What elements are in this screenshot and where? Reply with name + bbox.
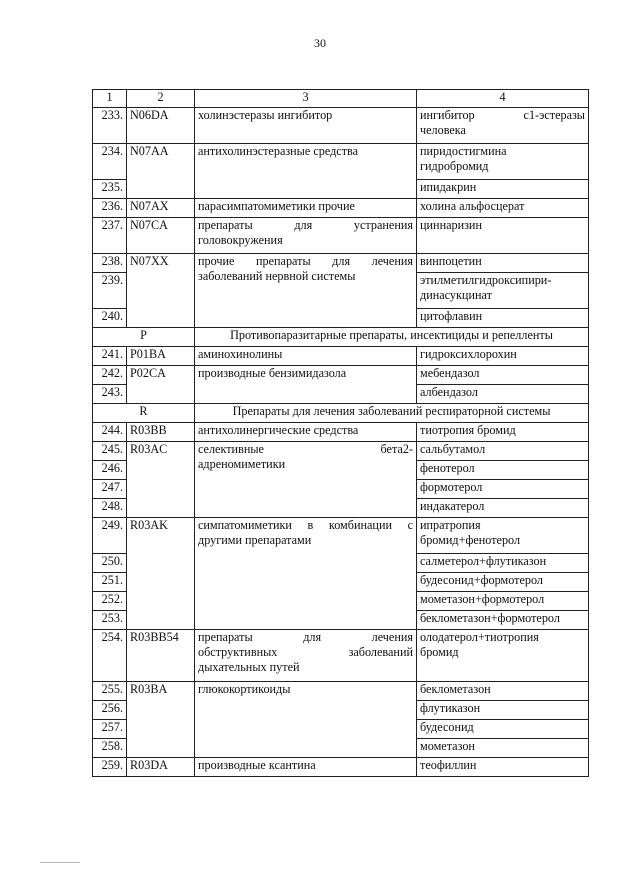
- row-number: 233.: [93, 108, 127, 144]
- drug-name: беклометазон: [417, 682, 589, 701]
- table-row: [93, 518, 589, 554]
- drug-name: теофиллин: [417, 758, 589, 777]
- section-row-p: [93, 328, 589, 347]
- drug-name: будесонид: [417, 720, 589, 739]
- atc-code: N06DA: [127, 108, 195, 144]
- drug-table: [92, 89, 589, 777]
- table-row: [93, 218, 589, 254]
- table-row: [93, 108, 589, 144]
- pharm-group: производные ксантина: [195, 758, 417, 777]
- drug-name: гидроксихлорохин: [417, 347, 589, 366]
- atc-code: N07CA: [127, 218, 195, 254]
- drug-name: [417, 108, 589, 144]
- drug-name: тиотропия бромид: [417, 423, 589, 442]
- atc-code: R03AK: [127, 518, 195, 630]
- row-number: 254.: [93, 630, 127, 682]
- pharm-group: [195, 442, 417, 518]
- page-number: 30: [314, 36, 326, 50]
- drug-name: ипидакрин: [417, 180, 589, 199]
- row-number: 234.: [93, 144, 127, 180]
- table-row: [93, 347, 589, 366]
- drug-name: будесонид+формотерол: [417, 573, 589, 592]
- drug-name: албендазол: [417, 385, 589, 404]
- drug-name: циннаризин: [417, 218, 589, 254]
- row-number: 258.: [93, 739, 127, 758]
- table-row: [93, 366, 589, 385]
- row-number: 238.: [93, 254, 127, 273]
- drug-name: мометазон: [417, 739, 589, 758]
- pharm-group-line: препараты для устранения: [198, 218, 413, 232]
- drug-name: мометазон+формотерол: [417, 592, 589, 611]
- header-col-3: 3: [195, 90, 417, 108]
- row-number: 257.: [93, 720, 127, 739]
- pharm-group-line: симпатомиметики в комбинации с: [198, 518, 413, 532]
- drug-name-line: ипратропия: [420, 518, 481, 532]
- pharm-group-line: адреномиметики: [198, 457, 286, 471]
- row-number: 245.: [93, 442, 127, 461]
- drug-name: цитофлавин: [417, 309, 589, 328]
- pharm-group-line: другими препаратами: [198, 533, 312, 547]
- drug-name: мебендазол: [417, 366, 589, 385]
- pharm-group: антихолинэстеразные средства: [195, 144, 417, 199]
- row-number: 244.: [93, 423, 127, 442]
- drug-name-line: ингибитор с1-эстеразы: [420, 108, 585, 122]
- drug-name-line: бромид: [420, 645, 459, 659]
- header-row: [93, 90, 589, 108]
- row-number: 239.: [93, 273, 127, 309]
- pharm-group: холинэстеразы ингибитор: [195, 108, 417, 144]
- header-col-1: 1: [93, 90, 127, 108]
- atc-code: N07AX: [127, 199, 195, 218]
- header-col-2: 2: [127, 90, 195, 108]
- pharm-group: [195, 218, 417, 254]
- row-number: 236.: [93, 199, 127, 218]
- atc-code: N07XX: [127, 254, 195, 328]
- row-number: 243.: [93, 385, 127, 404]
- pharm-group-line: головокружения: [198, 233, 283, 247]
- row-number: 240.: [93, 309, 127, 328]
- section-title: Противопаразитарные препараты, инсектициды и репелленты: [195, 328, 589, 347]
- pharm-group-line: селективные бета2-: [198, 442, 413, 456]
- row-number: 241.: [93, 347, 127, 366]
- drug-name: [417, 630, 589, 682]
- atc-code: R03DA: [127, 758, 195, 777]
- drug-name: индакатерол: [417, 499, 589, 518]
- pharm-group-line: препараты для лечения: [198, 630, 413, 644]
- pharm-group: парасимпатомиметики прочие: [195, 199, 417, 218]
- pharm-group: [195, 630, 417, 682]
- table-row: [93, 758, 589, 777]
- pharm-group: антихолинергические средства: [195, 423, 417, 442]
- drug-name: [417, 144, 589, 180]
- row-number: 259.: [93, 758, 127, 777]
- section-row-r: [93, 404, 589, 423]
- drug-name-line: олодатерол+тиотропия: [420, 630, 539, 644]
- section-title: Препараты для лечения заболеваний респираторной системы: [195, 404, 589, 423]
- row-number: 255.: [93, 682, 127, 701]
- drug-name-line: этилметилгидроксипири-: [420, 273, 552, 287]
- table-row: [93, 254, 589, 273]
- row-number: 256.: [93, 701, 127, 720]
- row-number: 251.: [93, 573, 127, 592]
- table-row: [93, 442, 589, 461]
- table-row: [93, 682, 589, 701]
- table-row: [93, 630, 589, 682]
- table-row: [93, 144, 589, 180]
- drug-name-line: бромид+фенотерол: [420, 533, 521, 547]
- pharm-group: аминохинолины: [195, 347, 417, 366]
- drug-name: холина альфосцерат: [417, 199, 589, 218]
- drug-name: сальбутамол: [417, 442, 589, 461]
- pharm-group-line: дыхательных путей: [198, 660, 300, 674]
- drug-name: [417, 518, 589, 554]
- drug-name: формотерол: [417, 480, 589, 499]
- atc-code: R03BA: [127, 682, 195, 758]
- drug-name-line: человека: [420, 123, 466, 137]
- section-letter: R: [93, 404, 195, 423]
- row-number: 252.: [93, 592, 127, 611]
- drug-name: винпоцетин: [417, 254, 589, 273]
- row-number: 250.: [93, 554, 127, 573]
- drug-name-line: пиридостигмина: [420, 144, 507, 158]
- drug-name: [417, 273, 589, 309]
- row-number: 246.: [93, 461, 127, 480]
- section-letter: P: [93, 328, 195, 347]
- pharm-group: производные бензимидазола: [195, 366, 417, 404]
- footer-line: [40, 862, 80, 863]
- atc-code: P01BA: [127, 347, 195, 366]
- drug-name: фенотерол: [417, 461, 589, 480]
- row-number: 253.: [93, 611, 127, 630]
- row-number: 248.: [93, 499, 127, 518]
- drug-name-line: гидробромид: [420, 159, 489, 173]
- drug-name: флутиказон: [417, 701, 589, 720]
- atc-code: R03BB: [127, 423, 195, 442]
- header-col-4: 4: [417, 90, 589, 108]
- row-number: 249.: [93, 518, 127, 554]
- drug-name: салметерол+флутиказон: [417, 554, 589, 573]
- drug-name-line: динасукцинат: [420, 288, 492, 302]
- pharm-group-line: обструктивных заболеваний: [198, 645, 413, 659]
- row-number: 247.: [93, 480, 127, 499]
- atc-code: P02CA: [127, 366, 195, 404]
- atc-code: R03AC: [127, 442, 195, 518]
- pharm-group: [195, 518, 417, 630]
- drug-name: беклометазон+формотерол: [417, 611, 589, 630]
- table-row: [93, 199, 589, 218]
- row-number: 235.: [93, 180, 127, 199]
- atc-code: R03BB54: [127, 630, 195, 682]
- row-number: 242.: [93, 366, 127, 385]
- pharm-group: глюкокортикоиды: [195, 682, 417, 758]
- pharm-group-line: заболеваний нервной системы: [198, 269, 356, 283]
- row-number: 237.: [93, 218, 127, 254]
- pharm-group-line: прочие препараты для лечения: [198, 254, 413, 268]
- table-row: [93, 423, 589, 442]
- pharm-group: [195, 254, 417, 328]
- atc-code: N07AA: [127, 144, 195, 199]
